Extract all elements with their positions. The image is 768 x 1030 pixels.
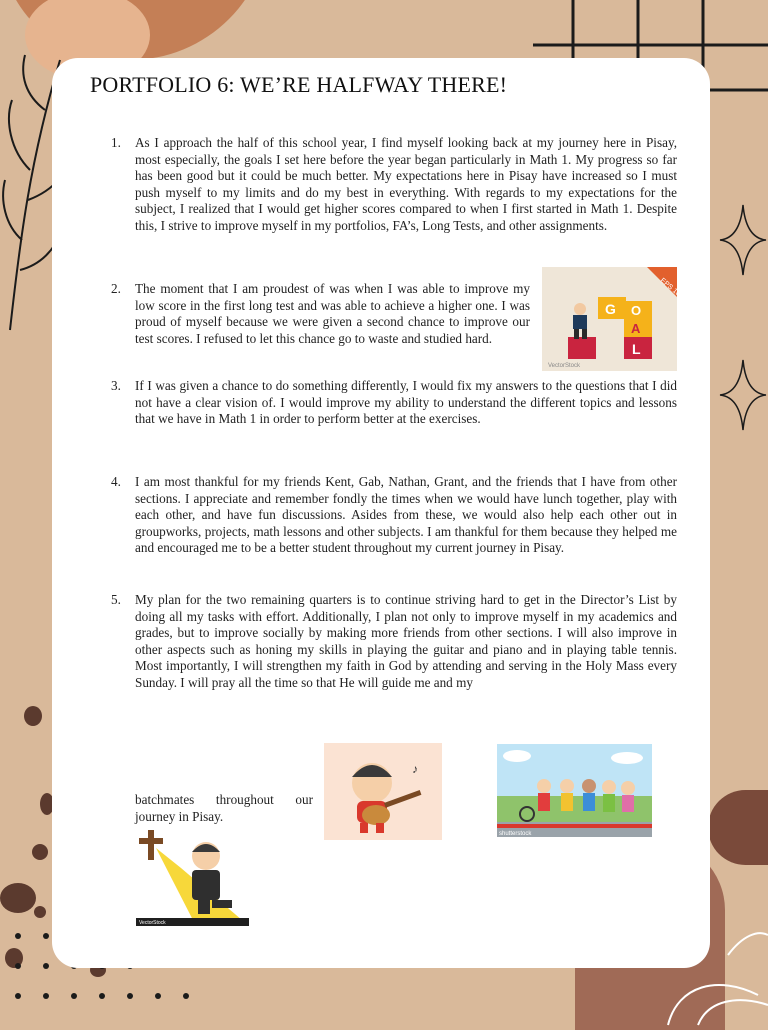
goal-image [542, 267, 682, 371]
goal-letter-l: L [632, 341, 641, 357]
item-text: My plan for the two remaining quarters is to continue striving hard to get in the Director’s List by doing all my tasks with effort. Additionally, I plan not only to improve myself in my academics and grades, but to improve socially by making more friends from other sections. I will also improve in other aspects such as honing my skills in playing the guitar and piano and in playing table tennis. Most importantly, I will strengthen my faith in God by attending and serving in the Holy Mass every Sunday. I will pray all the time so that He will guide me and my [135, 592, 677, 690]
boy-praying-image [136, 828, 249, 926]
sparkle-star-icon [708, 355, 768, 435]
svg-text:♪: ♪ [412, 762, 418, 776]
watermark: VectorStock [548, 363, 581, 369]
list-item [111, 135, 677, 234]
boy-playing-guitar-image [324, 743, 442, 840]
item-text: batchmates throughout our journey in Pisay. [135, 792, 313, 824]
kids-playground-image [497, 744, 652, 837]
goal-letter-g: G [605, 301, 616, 317]
list-item-continuation [135, 792, 313, 825]
list-item [111, 378, 677, 428]
watermark: shutterstock [499, 831, 532, 837]
list-item [111, 281, 530, 347]
portfolio-card [52, 58, 710, 968]
item-number: 1. [111, 135, 121, 150]
list-item [111, 474, 677, 557]
item-text: The moment that I am proudest of was when I was able to improve my low score in the first long test and was able to achieve a higher one. I was proud of myself because we were given a second chance to improve our test scores. I refused to let this chance go to waste and studied hard. [135, 281, 530, 346]
sparkle-star-icon [708, 200, 768, 280]
goal-letter-a: A [631, 321, 641, 336]
item-text: If I was given a chance to do something differently, I would fix my answers to the questions that I did not have a clear vision of. I would improve my ability to understand the different topics and lessons that we have in Math 1 in order to perform better at the exercises. [135, 378, 677, 426]
item-number: 4. [111, 474, 121, 489]
list-item [111, 592, 677, 691]
tag-text: EPS 10 [658, 277, 682, 298]
page-title: PORTFOLIO 6: WE’RE HALFWAY THERE! [90, 72, 508, 97]
item-number: 5. [111, 592, 121, 607]
item-text: As I approach the half of this school year, I find myself looking back at my journey here in Pisay, most especially, the goals I set here before the year began particularly in Math 1. My progress so far has been good but it could be much better. My expectations here in Pisay have increased so I must push myself to my limits and do my best in everything. With regards to my expectations for the subject, I realized that I would get higher scores compared to when I first started in Math 1. Despite this, I strive to improve myself in my portfolios, FA’s, Long Tests, and other assignments. [135, 135, 677, 233]
item-text: I am most thankful for my friends Kent, Gab, Nathan, Grant, and the friends that I have from other sections. I appreciate and remember fondly the times when we would have lunch together, play with each other, and have fun discussions. Asides from these, we would also help each other out in groupworks, projects, math lessons and other subjects. I am thankful for them because they helped me and encouraged me to be a better student throughout my current journey in Pisay. [135, 474, 677, 555]
watermark: VectorStock [139, 920, 166, 926]
item-number: 2. [111, 281, 121, 296]
item-number: 3. [111, 378, 121, 393]
goal-letter-o: O [631, 303, 642, 318]
